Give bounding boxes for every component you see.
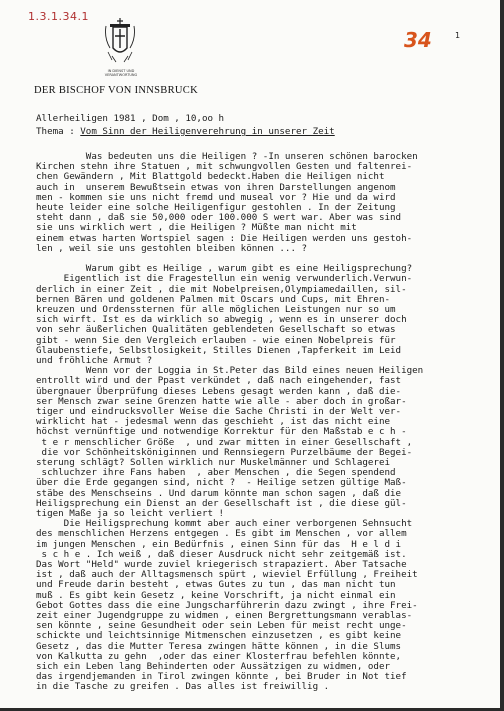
archive-code: 1.3.1.34.1 xyxy=(28,10,89,23)
body-line: Glaubenstiefe, Selbstlosigkeit, Stilles Dienen ,Tapferkeit im Leid xyxy=(36,344,402,356)
body-line: des menschlichen Herzens entgegen . Es gibt im Menschen , vor allem xyxy=(36,528,407,540)
body-line: ser Mensch zwar seine Grenzen hatte wie alle - aber doch in großar- xyxy=(36,395,407,407)
body-line: Eigentlich ist die Fragestellun ein wenig verwunderlich.Verwun- xyxy=(36,273,413,285)
body-line: und Freude darin besteht , etwas Gutes zu tun , das man nicht tun xyxy=(36,579,396,591)
body-line: chen Gewändern , Mit Blattgold bedeckt.Haben die Heiligen nicht xyxy=(36,171,385,183)
body-line: höchst vernünftige und notwendige Korrektur für den Maßstab e c h - xyxy=(36,426,407,438)
body-line: stäbe des Menschseins . Und darum könnte man schon sagen , daß die xyxy=(36,487,402,499)
topic-prefix: Thema : xyxy=(36,126,81,137)
body-line: Warum gibt es Heilige , warum gibt es eine Heiligsprechung? xyxy=(36,263,413,275)
date-line: Allerheiligen 1981 , Dom , 10,oo h xyxy=(36,113,225,124)
body-line: von sehr äußerlichen Qualitäten geblendeten Gesellschaft so etwas xyxy=(36,324,396,336)
body-line: bernen Bären und goldenen Palmen mit Oscars und Cups, mit Ehren- xyxy=(36,293,391,305)
bishop-crest-icon xyxy=(102,18,138,68)
body-line: s c h e . Ich weiß , daß dieser Ausdruck nicht sehr zeitgemäß ist. xyxy=(36,548,407,560)
crest-motto: IN DIENST UND VERANTWORTUNG xyxy=(104,69,138,77)
body-line: muß . Es gibt kein Gesetz , keine Vorschrift, ja nicht einmal ein xyxy=(36,589,396,601)
body-line: tigen Maße ja so leicht verliert ! xyxy=(36,508,225,519)
body-line: über die Erde gegangen sind, nicht ? - Heilige setzen gültige Maß- xyxy=(36,477,407,489)
body-line: und fröhliche Armut ? xyxy=(36,355,153,366)
body-line: die vor Schönheitsköniginnen und Rennsiegern Purzelbäume der Begei- xyxy=(36,446,413,458)
body-line: schickte und leichtsinnige Mitmenschen einzusetzen , es gibt keine xyxy=(36,630,402,642)
body-line: Die Heiligsprechung kommt aber auch einer verborgenen Sehnsucht xyxy=(36,518,413,530)
body-line: sich ein Leben lang Behinderten oder Aussätzigen zu widmen, oder xyxy=(36,661,391,672)
body-line: schluchzer ihre Fans haben , aber Menschen , die Segen spendend xyxy=(36,467,396,479)
letterhead-title: DER BISCHOF VON INNSBRUCK xyxy=(34,85,198,96)
body-line: Heiligsprechung ein Dienst an der Gesellschaft ist , die diese gül- xyxy=(36,497,407,509)
body-line: das irgendjemanden in Tirol zwingen könnte , bei Bruder in Not tief xyxy=(36,671,407,683)
body-line: sich wirft. Ist es da wirklich so abwegig , wenn es in unserer doch xyxy=(36,314,407,326)
body-line: Was bedeuten uns die Heiligen ? -In unseren schönen barocken xyxy=(36,151,418,162)
body-line: Wenn vor der Loggia in St.Peter das Bild eines neuen Heiligen xyxy=(36,365,424,377)
body-line: men - kommen sie uns nicht fremd und museal vor ? Hie und da wird xyxy=(36,191,396,203)
topic-line xyxy=(36,127,335,137)
body-line: ist , daß auch der Alltagsmensch spürt , wieviel Erfüllung , Freiheit xyxy=(36,569,418,581)
body-line: auch in unserem Bewußtsein etwas von ihren Darstellungen angenom xyxy=(36,181,396,193)
body-line: tiger und eindrucksvoller Weise die Sache Christi in der Welt ver- xyxy=(36,406,402,417)
body-line: übergnauer Überprüfung dieses Lebens gesagt werden kann , daß die- xyxy=(36,385,402,397)
body-line: Kirchen stehn ihre Statuen , mit schwungvollen Gesten und faltenrei- xyxy=(36,161,413,173)
body-line: steht dann , daß sie 50,000 oder 100.000 S wert war. Aber was sind xyxy=(36,212,402,224)
page-number: 1 xyxy=(455,31,461,40)
body-line: derlich in einer Zeit , die mit Nobelpreisen,Olympiamedaillen, sil- xyxy=(36,283,407,295)
body-line: Gebot Gottes dass die eine Jungscharführerin dazu zwingt , ihre Frei- xyxy=(36,599,418,611)
body-line: sterung schlägt? Sollen wirklich nur Muskelmänner und Schlagerei xyxy=(36,457,391,468)
body-line: einem etwas harten Wortspiel sagen : Die Heiligen werden uns gestoh- xyxy=(36,232,413,244)
body-line: wirklicht hat - jedesmal wenn das geschieht , ist das nicht eine xyxy=(36,416,391,428)
body-line: heute leider eine solche Heiligenfigur gestohlen . In der Zeitung xyxy=(36,202,396,213)
body-line: zeit einer Jugendgruppe zu widmen , einen Bergrettungsmann verablas- xyxy=(36,610,413,621)
body-line: von Kalkutta zu gehn ,oder das einer Klosterfrau befehlen könnte, xyxy=(36,650,402,662)
scan-edge-right xyxy=(500,0,504,711)
body-line: im jungen Menschen , ein Bedürfnis , einen Sinn für das H e l d i xyxy=(36,538,402,550)
body-line: kreuzen und Ordenssternen für alle möglichen Leistungen nur so um xyxy=(36,304,396,315)
body-line: len , weil sie uns gestohlen bleiben können ... ? xyxy=(36,242,308,254)
body-line: gibt - wenn Sie den Vergleich erlauben - wie einen Nobelpreis für xyxy=(36,334,396,346)
body-line: Gesetz , das die Mutter Teresa zwingen hätte können , in die Slums xyxy=(36,640,402,652)
body-line: Das Wort "Held" wurde zuviel kriegerisch strapaziert. Aber Tatsache xyxy=(36,559,407,570)
body-line: t e r menschlicher Größe , und zwar mitten in einer Gesellschaft , xyxy=(36,436,413,448)
body-line: in die Tasche zu greifen . Das alles ist freiwillig . xyxy=(36,681,330,693)
body-line: entrollt wird und der Ppast verkündet , daß nach eingehender, fast xyxy=(36,375,402,387)
handwritten-page-number: 34 xyxy=(404,28,432,52)
topic-title: Vom Sinn der Heiligenverehrung in unserer Zeit xyxy=(80,126,335,137)
body-line: sie uns wirklich wert , die Heiligen ? Müßte man nicht mit xyxy=(36,222,357,234)
body-line: sen könnte , seine Gesundheit oder sein Leben für meist recht unge- xyxy=(36,620,407,632)
